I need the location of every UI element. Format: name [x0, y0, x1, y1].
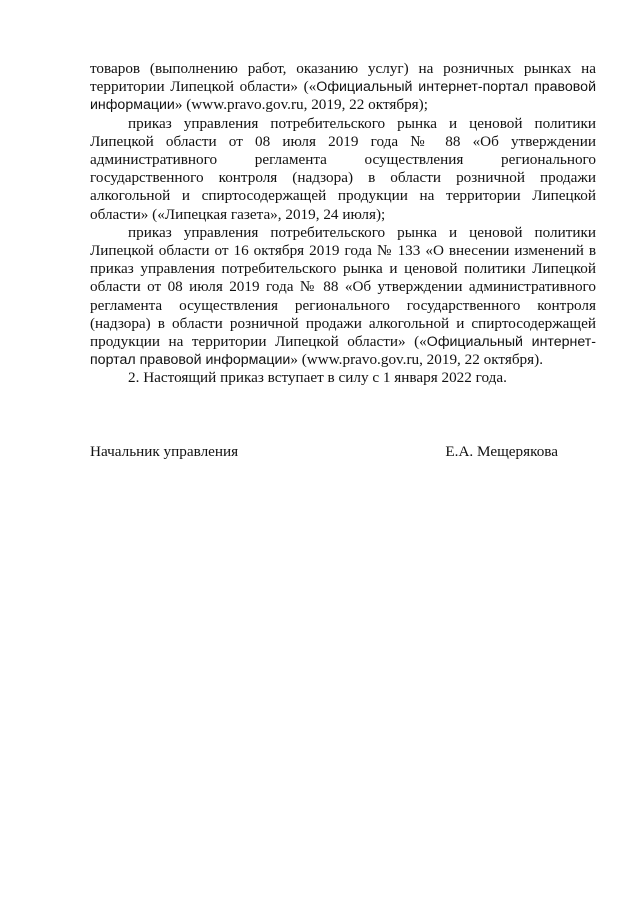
paragraph-2: приказ управления потребительского рынка и ценовой политики Липецкой области от 08 июля 2019 года № 88 «Об утверждении административного регламента осуществления регионального государственного контроля (надзора) в области розничной продажи алкогольной и спиртосодержащей продукции на территории Липецкой области» («Липецкая газета», 2019, 24 июля); — [90, 114, 596, 223]
paragraph-1-text-after: » (www.pravo.gov.ru, 2019, 22 октября); — [174, 96, 428, 114]
paragraph-3-text-after: » (www.pravo.gov.ru, 2019, 22 октября). — [290, 351, 543, 369]
paragraph-3 — [90, 224, 596, 370]
paragraph-3-text-before: приказ управления потребительского рынка и ценовой политики Липецкой области от 16 октября 2019 года № 133 «О внесении изменений в приказ управления потребительского рынка и ценовой политики Липецкой области от 08 июля 2019 года № 88 «Об утверждении административного регламента осуществления регионального государственного контроля (надзора) в области розничной продажи алкогольной и спиртосодержащей продукции на территории Липецкой области» (« — [90, 223, 596, 351]
signature-position: Начальник управления — [90, 443, 239, 460]
paragraph-1-portal-name: Официальный интернет-портал правовой информации — [90, 79, 596, 114]
signature-block — [90, 443, 558, 461]
paragraph-1 — [90, 60, 596, 115]
document-body — [90, 60, 596, 388]
paragraph-4: 2. Настоящий приказ вступает в силу с 1 января 2022 года. — [128, 369, 507, 387]
paragraph-1-text-before: товаров (выполнению работ, оказанию услуг) на розничных рынках на территории Липецкой области» (« — [90, 60, 596, 96]
paragraph-3-portal-name: Официальный интернет-портал правовой информации — [90, 334, 597, 369]
signature-name: Е.А. Мещерякова — [445, 443, 558, 460]
